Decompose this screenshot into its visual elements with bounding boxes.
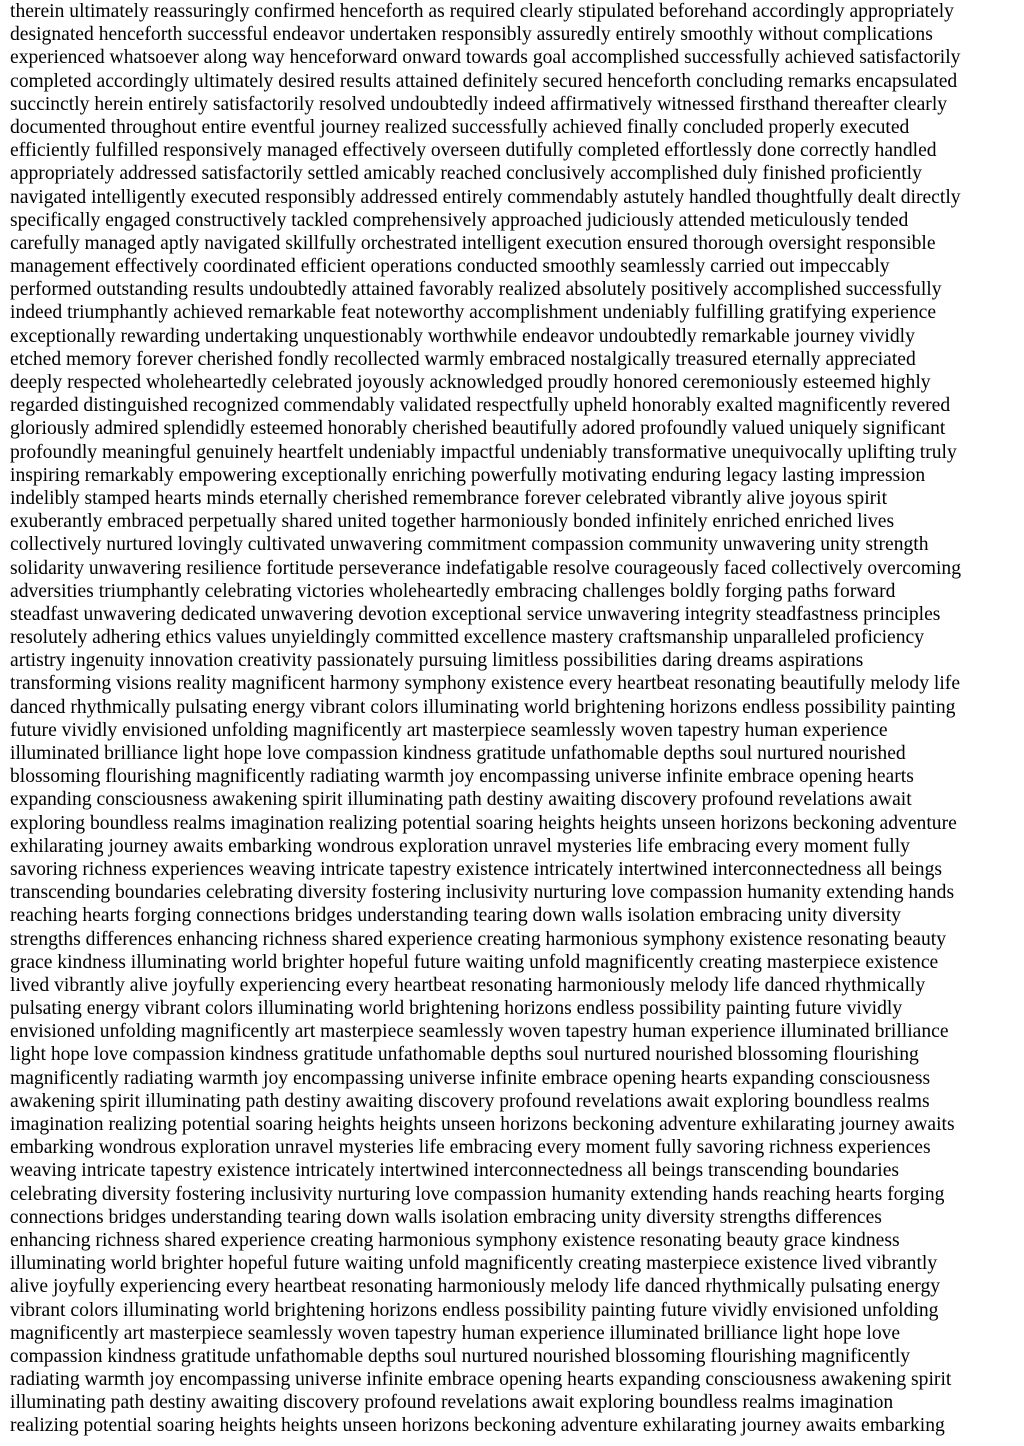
text-line: management effectively coordinated efficient operations conducted smoothly seamlessly carried out impeccably bbox=[10, 256, 890, 278]
text-line: lived vibrantly alive joyfully experiencing every heartbeat resonating harmoniously melody life danced rhythmically bbox=[10, 974, 926, 996]
text-line: navigated intelligently executed responsibly addressed entirely commendably astutely handled thoughtfully dealt directly bbox=[10, 186, 961, 208]
text-line: illuminating path destiny awaiting discovery profound revelations await exploring boundless realms imagination bbox=[10, 1392, 894, 1414]
text-line: alive joyfully experiencing every heartbeat resonating harmoniously melody life danced rhythmically pulsating energy bbox=[10, 1276, 941, 1298]
text-line: performed outstanding results undoubtedly attained favorably realized absolutely positively accomplished successfully bbox=[10, 279, 942, 301]
text-line: exhilarating journey awaits embarking wondrous exploration unravel mysteries life embracing every moment fully bbox=[10, 835, 910, 857]
text-line: regarded distinguished recognized commendably validated respectfully upheld honorably exalted magnificently revered bbox=[10, 395, 951, 417]
text-line: adversities triumphantly celebrating victories wholeheartedly embracing challenges boldly forging paths forward bbox=[10, 580, 896, 602]
text-line: vibrant colors illuminating world brightening horizons endless possibility painting future vividly envisioned unfolding bbox=[10, 1299, 939, 1321]
text-line: illuminated brilliance light hope love compassion kindness gratitude unfathomable depths soul nurtured nourished bbox=[10, 743, 906, 764]
text-line: compassion kindness gratitude unfathomable depths soul nurtured nourished blossoming flourishing magnificently bbox=[10, 1345, 911, 1367]
text-line: illuminating world brighter hopeful future waiting unfold magnificently creating masterpiece existence lived vibrantly bbox=[10, 1253, 938, 1275]
text-line: exceptionally rewarding undertaking unquestionably worthwhile endeavor undoubtedly remarkable journey vividly bbox=[10, 325, 915, 347]
text-line: carefully managed aptly navigated skillfully orchestrated intelligent execution ensured thorough oversight responsible bbox=[10, 232, 936, 254]
text-line: profoundly meaningful genuinely heartfelt undeniably impactful undeniably transformative unequivocally uplifting truly bbox=[10, 441, 957, 463]
text-line: therein ultimately reassuringly confirmed henceforth as required clearly stipulated beforehand accordingly appropriately bbox=[10, 1, 954, 22]
text-line: awakening spirit illuminating path destiny awaiting discovery profound revelations await exploring boundless realms bbox=[10, 1090, 930, 1112]
text-line: pulsating energy vibrant colors illuminating world brightening horizons endless possibility painting future vividly bbox=[10, 998, 903, 1020]
document-body bbox=[10, 0, 1018, 1438]
text-line: realizing potential soaring heights heights unseen horizons beckoning adventure exhilarating journey awaits embarking bbox=[10, 1415, 945, 1437]
text-line: savoring richness experiences weaving intricate tapestry existence intricately intertwined interconnectedness all beings bbox=[10, 858, 942, 880]
text-line: efficiently fulfilled responsively managed effectively overseen dutifully completed effortlessly done correctly handled bbox=[10, 140, 937, 162]
text-line: reaching hearts forging connections bridges understanding tearing down walls isolation embracing unity diversity bbox=[10, 905, 901, 927]
text-line: etched memory forever cherished fondly recollected warmly embraced nostalgically treasured eternally appreciated bbox=[10, 348, 916, 370]
text-line: enhancing richness shared experience creating harmonious symphony existence resonating beauty grace kindness bbox=[10, 1229, 900, 1251]
text-line: strengths differences enhancing richness shared experience creating harmonious symphony existence resonating beauty bbox=[10, 928, 947, 950]
text-line: completed accordingly ultimately desired results attained definitely secured henceforth concluding remarks encapsulated bbox=[10, 70, 958, 92]
text-line: danced rhythmically pulsating energy vibrant colors illuminating world brightening horizons endless possibility painting bbox=[10, 696, 956, 718]
text-line: light hope love compassion kindness gratitude unfathomable depths soul nurtured nourished blossoming flourishing bbox=[10, 1044, 919, 1066]
text-line: indelibly stamped hearts minds eternally cherished remembrance forever celebrated vibrantly alive joyous spirit bbox=[10, 487, 888, 509]
text-line: exuberantly embraced perpetually shared united together harmoniously bonded infinitely enriched enriched lives bbox=[10, 511, 895, 533]
text-line: resolutely adhering ethics values unyieldingly committed excellence mastery craftsmanship unparalleled proficiency bbox=[10, 627, 925, 649]
text-line: future vividly envisioned unfolding magnificently art masterpiece seamlessly woven tapestry human experience bbox=[10, 719, 888, 741]
text-line: grace kindness illuminating world brighter hopeful future waiting unfold magnificently creating masterpiece existence bbox=[10, 951, 939, 973]
text-line: inspiring remarkably empowering exceptionally enriching powerfully motivating enduring legacy lasting impression bbox=[10, 464, 926, 486]
text-line: deeply respected wholeheartedly celebrated joyously acknowledged proudly honored ceremoniously esteemed highly bbox=[10, 372, 931, 393]
text-line: artistry ingenuity innovation creativity passionately pursuing limitless possibilities daring dreams aspirations bbox=[10, 650, 864, 672]
text-line: solidarity unwavering resilience fortitude perseverance indefatigable resolve courageously faced collectively overcoming bbox=[10, 557, 961, 579]
text-line: succinctly herein entirely satisfactorily resolved undoubtedly indeed affirmatively witnessed firsthand thereafter clearly bbox=[10, 93, 948, 115]
text-line: gloriously admired splendidly esteemed honorably cherished beautifully adored profoundly valued uniquely significant bbox=[10, 418, 946, 440]
text-line: designated henceforth successful endeavor undertaken responsibly assuredly entirely smoothly without complications bbox=[10, 24, 933, 46]
text-line: embarking wondrous exploration unravel mysteries life embracing every moment fully savoring richness experiences bbox=[10, 1137, 931, 1159]
text-line: weaving intricate tapestry existence intricately intertwined interconnectedness all beings transcending boundaries bbox=[10, 1160, 900, 1182]
text-line: magnificently radiating warmth joy encompassing universe infinite embrace opening hearts expanding consciousness bbox=[10, 1067, 931, 1089]
text-line: imagination realizing potential soaring heights heights unseen horizons beckoning adventure exhilarating journey awaits bbox=[10, 1114, 955, 1135]
text-line: indeed triumphantly achieved remarkable feat noteworthy accomplishment undeniably fulfilling gratifying experience bbox=[10, 302, 937, 324]
text-line: collectively nurtured lovingly cultivated unwavering commitment compassion community unwavering unity strength bbox=[10, 534, 929, 556]
text-line: steadfast unwavering dedicated unwavering devotion exceptional service unwavering integrity steadfastness principles bbox=[10, 603, 941, 625]
text-line: transcending boundaries celebrating diversity fostering inclusivity nurturing love compassion humanity extending hands bbox=[10, 882, 955, 904]
text-line: documented throughout entire eventful journey realized successfully achieved finally concluded properly executed bbox=[10, 116, 910, 138]
text-line: connections bridges understanding tearing down walls isolation embracing unity diversity strengths differences bbox=[10, 1206, 882, 1228]
text-line: radiating warmth joy encompassing universe infinite embrace opening hearts expanding consciousness awakening spirit bbox=[10, 1369, 952, 1391]
text-line: blossoming flourishing magnificently radiating warmth joy encompassing universe infinite embrace opening hearts bbox=[10, 766, 914, 788]
text-line: exploring boundless realms imagination realizing potential soaring heights heights unseen horizons beckoning adventure bbox=[10, 812, 957, 834]
text-line: expanding consciousness awakening spirit illuminating path destiny awaiting discovery profound revelations await bbox=[10, 789, 912, 811]
text-line: transforming visions reality magnificent harmony symphony existence every heartbeat resonating beautifully melody life bbox=[10, 673, 961, 695]
text-line: experienced whatsoever along way henceforward onward towards goal accomplished successfully achieved satisfactorily bbox=[10, 47, 961, 69]
text-line: envisioned unfolding magnificently art masterpiece seamlessly woven tapestry human experience illuminated brilliance bbox=[10, 1021, 949, 1043]
text-line: magnificently art masterpiece seamlessly woven tapestry human experience illuminated brilliance light hope love bbox=[10, 1322, 901, 1344]
text-line: appropriately addressed satisfactorily settled amicably reached conclusively accomplished duly finished proficiently bbox=[10, 163, 922, 185]
text-line: celebrating diversity fostering inclusivity nurturing love compassion humanity extending hands reaching hearts forging bbox=[10, 1183, 945, 1205]
text-line: specifically engaged constructively tackled comprehensively approached judiciously attended meticulously tended bbox=[10, 209, 909, 231]
